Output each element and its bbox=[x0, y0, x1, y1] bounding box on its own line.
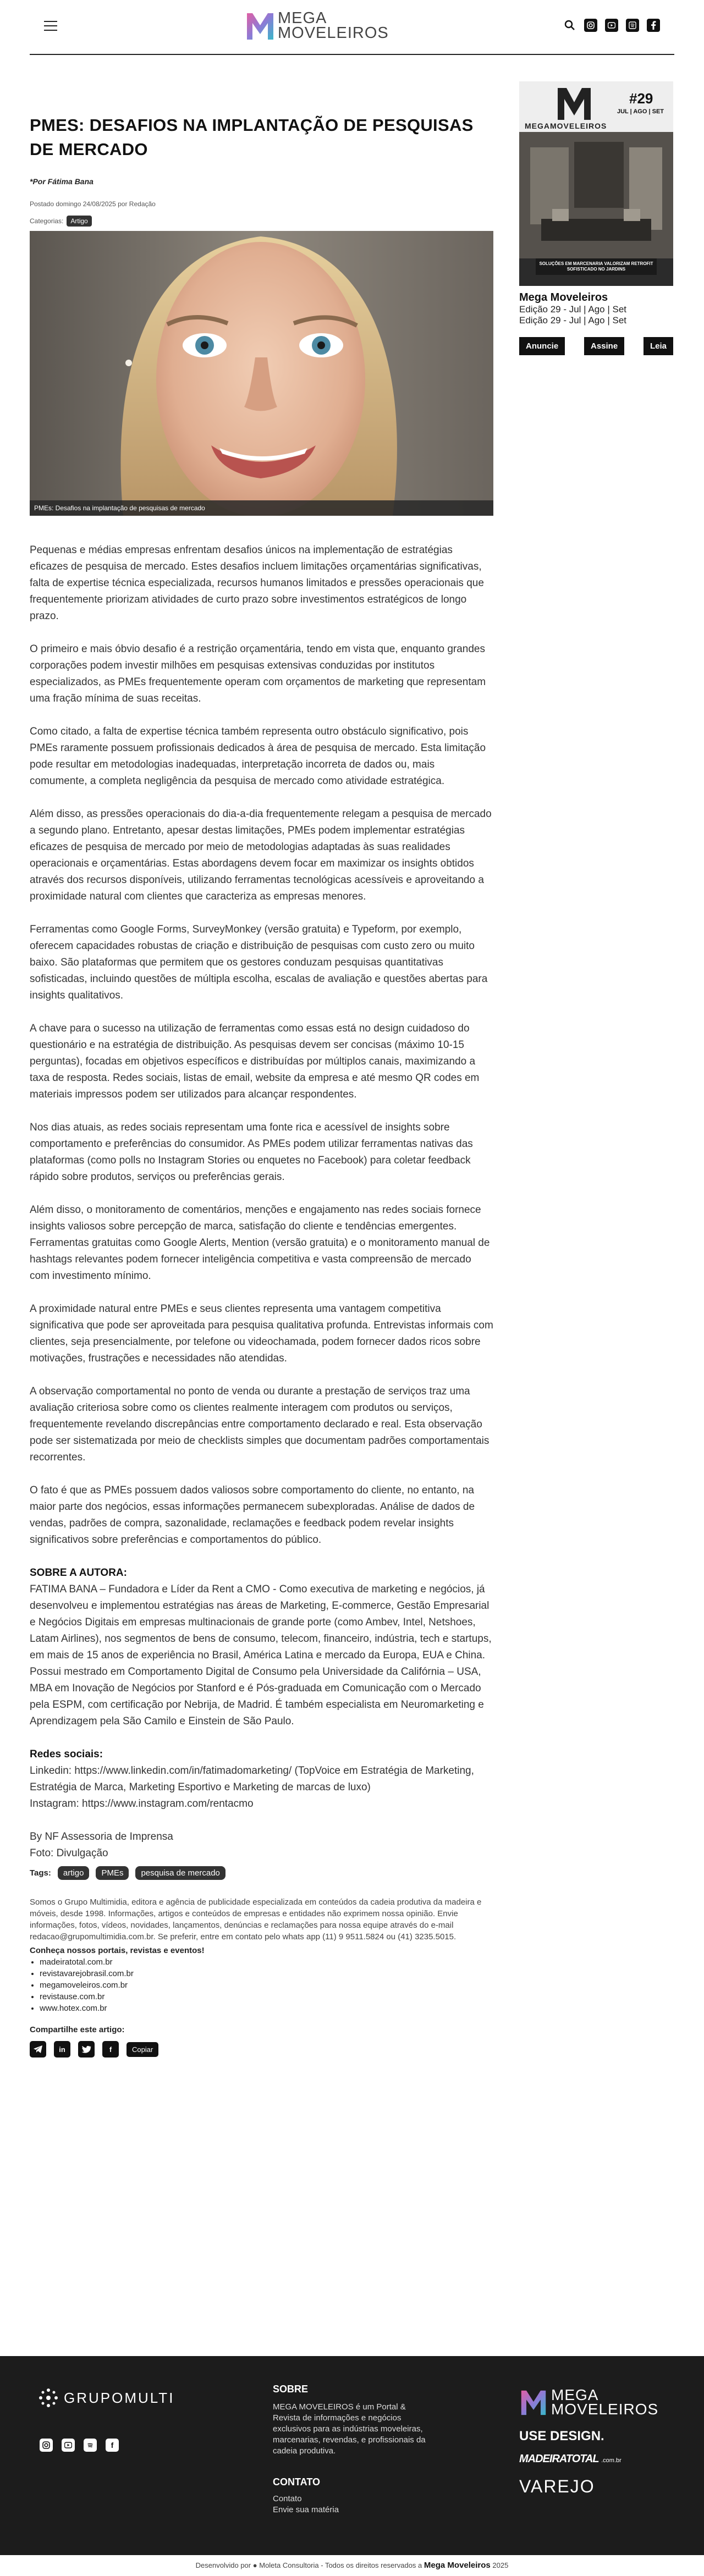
magazine-edition: Edição 29 - Jul | Ago | Set bbox=[519, 315, 627, 326]
share-title: Compartilhe este artigo: bbox=[30, 2025, 125, 2034]
footer-sobre-text: MEGA MOVELEIROS é um Portal & Revista de informações e negócios exclusivos para as indústrias moveleiras, marcenarias, revendas, e profissionais da cadeia produtiva. bbox=[273, 2402, 426, 2456]
footer-bottom-mid: - Todos os direitos reservados a bbox=[321, 2561, 422, 2569]
footer-dev-link[interactable]: Moleta Consultoria bbox=[259, 2561, 319, 2569]
magazine-cover-art bbox=[519, 81, 673, 286]
tag-pmes[interactable]: PMEs bbox=[96, 1866, 129, 1880]
photo-credit: Foto: Divulgação bbox=[30, 1847, 108, 1859]
footer-varejo[interactable]: VAREJO bbox=[519, 2476, 595, 2496]
footer-madeira-total[interactable] bbox=[519, 2453, 662, 2465]
moleta-icon: ● bbox=[252, 2561, 257, 2569]
site-header bbox=[0, 0, 704, 54]
logo-m-icon bbox=[245, 11, 276, 41]
article-author: *Por Fátima Bana bbox=[30, 177, 94, 186]
assine-button[interactable]: Assine bbox=[584, 337, 624, 355]
portal-link[interactable]: • megamoveleiros.com.br bbox=[40, 1979, 493, 1991]
footer-madeira-text: MADEIRATOTAL bbox=[519, 2453, 599, 2465]
anuncie-button[interactable]: Anuncie bbox=[519, 337, 565, 355]
article-body bbox=[30, 542, 493, 1862]
logo-line-2: MOVELEIROS bbox=[278, 24, 389, 42]
paragraph: O fato é que as PMEs possuem dados valiosos sobre comportamento do cliente, no entanto, na maior parte dos negócios, essas informações permanecem subexploradas. Análise de dados de vendas, padrões de compra, sazonalidade, reclamações e feedback podem revelar insights significativos sobre preferências e comportamentos do público. bbox=[30, 1485, 475, 1546]
article-meta: Postado domingo 24/08/2025 por Redação bbox=[30, 200, 156, 208]
footer-youtube-icon[interactable] bbox=[62, 2439, 75, 2452]
social-title: Redes sociais: bbox=[30, 1748, 103, 1760]
share-buttons bbox=[30, 2041, 493, 2058]
header-divider bbox=[30, 54, 674, 55]
categories-label: Categorias: bbox=[30, 217, 64, 225]
paragraph: Ferramentas como Google Forms, SurveyMonkey (versão gratuita) e Typeform, por exemplo, oferecem capacidades robustas de criação e distribuição de pesquisas com custo zero ou muito baixo. São plataformas que permitem que os gestores conduzam pesquisas quantitativas sofisticadas, incluindo questões de múltipla escolha, escalas de avaliação e questões abertas para insights qualitativos. bbox=[30, 924, 488, 1001]
sidebar bbox=[519, 81, 673, 355]
portal-link[interactable]: • madeiratotal.com.br bbox=[40, 1956, 493, 1968]
paragraph: A chave para o sucesso na utilização de ferramentas como essas está no design cuidadoso do questionário e na estratégia de distribuição. As pesquisas devem ser concisas (máximo 10-15 perguntas), focadas em objetivos específicos e distribuídas por múltiplos canais, maximizando a taxa de resposta. Redes sociais, listas de email, website da empresa e até mesmo QR codes em materiais impressos podem ser utilizados para alcançar respondentes. bbox=[30, 1023, 480, 1100]
cover-months: JUL | AGO | SET bbox=[617, 108, 664, 115]
portal-link[interactable]: • www.hotex.com.br bbox=[40, 2003, 493, 2014]
footer-madeira-sfx: .com.br bbox=[601, 2457, 622, 2464]
grupo-logo[interactable] bbox=[38, 2388, 174, 2408]
footer-mega-logo[interactable] bbox=[519, 2388, 662, 2417]
tag-artigo[interactable]: artigo bbox=[58, 1866, 90, 1880]
tags-row bbox=[30, 1866, 493, 1880]
magazine-cover[interactable] bbox=[519, 81, 673, 286]
cover-headline: SOLUÇÕES EM MARCENARIA VALORIZAM RETROFIT SOFISTICADO NO JARDINS bbox=[539, 261, 653, 272]
paragraph: O primeiro e mais óbvio desafio é a restrição orçamentária, tendo em vista que, enquanto grandes corporações podem investir milhões em pesquisas extensivas conduzidas por institutos especializados, as PMEs frequentemente operam com orçamentos de marketing que representam uma fração mínima de suas receitas. bbox=[30, 643, 486, 704]
tag-pesquisa[interactable]: pesquisa de mercado bbox=[135, 1866, 225, 1880]
portais-list bbox=[40, 1956, 493, 2014]
portal-link[interactable]: • revistavarejobrasil.com.br bbox=[40, 1968, 493, 1979]
article bbox=[30, 81, 493, 2058]
instagram-link[interactable]: Instagram: https://www.instagram.com/rentacmo bbox=[30, 1798, 254, 1810]
linkedin-icon[interactable]: in bbox=[54, 2041, 70, 2058]
facebook-share-icon[interactable]: f bbox=[102, 2041, 119, 2058]
footer-facebook-icon[interactable]: f bbox=[106, 2439, 119, 2452]
about-title: SOBRE A AUTORA: bbox=[30, 1567, 127, 1579]
grupo-text: GRUPOMULTI bbox=[64, 2389, 175, 2406]
footer-mega-logo-icon bbox=[519, 2389, 548, 2416]
footer-contato-title: CONTATO bbox=[273, 2476, 320, 2487]
disclaimer: Somos o Grupo Multimidia, editora e agência de publicidade especializada em conteúdos da cadeia produtiva da madeira e móveis, desde 1998. Informações, artigos e conteúdos de empresas e entidades não exprimem nossa opinião. Envie informações, fotos, vídeos, novidades, lançamentos, denúncias e reclamações para nossa equipe através do e-mail redacao@grupomultimidia.com.br. Se preferir, entre em contato pelo whats app (11) 9 9511.5824 ou (41) 3235.5015. bbox=[30, 1897, 482, 1941]
footer-bottom-prefix: Desenvolvido por bbox=[195, 2561, 251, 2569]
footer-spotify-icon[interactable] bbox=[84, 2439, 97, 2452]
copy-link-button[interactable]: Copiar bbox=[127, 2042, 158, 2057]
footer-bottom-bar bbox=[0, 2555, 704, 2576]
paragraph: Nos dias atuais, as redes sociais representam uma fonte rica e acessível de insights sobre comportamento e preferências do consumidor. As PMEs podem utilizar ferramentas nativas das plataformas (como polls no Instagram Stories ou enquetes no Facebook) para coletar feedback rápido sobre produtos, serviços ou preferências gerais. bbox=[30, 1122, 473, 1183]
paragraph: A observação comportamental no ponto de venda ou durante a prestação de serviços traz uma avaliação criteriosa sobre como os clientes realmente interagem com produtos ou serviços, frequentemente revelando discrepâncias entre comportamento declarado e real. Esta observação pode ser sistematizada por meio de checklists simples que documentam padrões comportamentais recorrentes. bbox=[30, 1386, 490, 1463]
paragraph: Pequenas e médias empresas enfrentam desafios únicos na implementação de estratégias eficazes de pesquisa de mercado. Estes desafios incluem limitações orçamentárias significativas, falta de expertise técnica especializada, recursos humanos limitados e pressões operacionais que frequentemente priorizam atividades de curto prazo sobre investimentos estratégicos de longo prazo. bbox=[30, 544, 484, 622]
paragraph: Como citado, a falta de expertise técnica também representa outro obstáculo significativo, pois PMEs raramente possuem profissionais dedicados à área de pesquisa de mercado. Esta limitação pode resultar em metodologias inadequadas, interpretação incorreta de dados ou, mais comumente, a completa negligência da pesquisa de mercado como atividade estratégica. bbox=[30, 726, 486, 787]
site-footer bbox=[0, 2356, 704, 2555]
paragraph: A proximidade natural entre PMEs e seus clientes representa uma vantagem competitiva significativa que pode ser aproveitada para pesquisa qualitativa profunda. Entrevistas informais com clientes, seja presencialmente, por telefone ou videochamada, podem fornecer dados ricos sobre motivações, frustrações e necessidades não atendidas. bbox=[30, 1303, 493, 1364]
grupo-logo-icon bbox=[38, 2388, 58, 2408]
tags-label: Tags: bbox=[30, 1868, 51, 1878]
paragraph: Além disso, as pressões operacionais do dia-a-dia frequentemente relegam a pesquisa de mercado a segundo plano. Entretanto, apesar destas limitações, PMEs podem implementar estratégias eficazes de pesquisa de mercado por meio de metodologias adaptadas às suas realidades operacionais e orçamentárias. Estas abordagens devem focar em maximizar os insights obtidos através dos recursos disponíveis, utilizando ferramentas tecnológicas acessíveis e aproveitando a proximidade natural com clientes que caracteriza as empresas menores. bbox=[30, 808, 492, 902]
category-badge[interactable]: Artigo bbox=[67, 216, 91, 227]
hero-image bbox=[30, 231, 493, 516]
footer-mega-line-1: MEGA bbox=[551, 2386, 599, 2403]
facebook-icon[interactable] bbox=[647, 19, 660, 32]
hero-caption: PMEs: Desafios na implantação de pesquisas de mercado bbox=[30, 500, 493, 516]
linkedin-link[interactable]: Linkedin: https://www.linkedin.com/in/fatimadomarketing/ (TopVoice em Estratégia de Marketing, Estratégia de Marca, Marketing Esportivo e Marketing de marcas de luxo) bbox=[30, 1765, 474, 1793]
magazine-edition: Edição 29 - Jul | Ago | Set bbox=[519, 304, 627, 315]
footer-sobre-title: SOBRE bbox=[273, 2384, 309, 2395]
spotify-icon[interactable] bbox=[626, 19, 639, 32]
youtube-icon[interactable] bbox=[605, 19, 618, 32]
footer-use-design[interactable]: USE DESIGN. bbox=[519, 2429, 604, 2443]
search-icon[interactable] bbox=[563, 19, 576, 32]
cover-issue: #29 bbox=[629, 90, 653, 107]
portais-title: Conheça nossos portais, revistas e eventos! bbox=[30, 1946, 205, 1955]
site-logo[interactable] bbox=[245, 11, 389, 41]
portrait-illustration bbox=[30, 231, 493, 516]
article-title: PMES: DESAFIOS NA IMPLANTAÇÃO DE PESQUISAS DE MERCADO bbox=[30, 115, 474, 159]
menu-icon[interactable] bbox=[44, 21, 57, 31]
magazine-name: Mega Moveleiros bbox=[519, 291, 608, 304]
footer-contato-link[interactable]: Contato bbox=[273, 2494, 302, 2503]
footer-mega-line-2: MOVELEIROS bbox=[551, 2401, 659, 2418]
telegram-icon[interactable] bbox=[30, 2041, 46, 2058]
footer-bottom-brand: Mega Moveleiros bbox=[424, 2561, 491, 2570]
twitter-icon[interactable] bbox=[78, 2041, 95, 2058]
cover-brand: MEGAMOVELEIROS bbox=[525, 122, 607, 130]
leia-button[interactable]: Leia bbox=[644, 337, 673, 355]
about-text: FATIMA BANA – Fundadora e Líder da Rent a CMO - Como executiva de marketing e negócios, já desenvolveu e implementou estratégias nas áreas de Marketing, E-commerce, Gestão Empresarial e Negócios Digitais em empresas multinacionais de grande porte (como Ambev, Intel, Netshoes, Latam Airlines), nos segmentos de bens de consumo, telecom, financeiro, indústria, tech e startups, em mais de 15 anos de experiência no Brasil, América Latina e mercado da Europa, EUA e China. Possui mestrado em Comportamento Digital de Consumo pela Universidade da Califórnia – USA, MBA em Inovação de Negócios por Stanford e é Pós-graduada em Comunicação com o Mercado pela ESPM, com certificação por Nebrija, de Madrid. É também especialista em Neuromarketing e Aprendizagem pela São Camilo e Einstein de São Paulo. bbox=[30, 1584, 492, 1727]
article-categories bbox=[30, 216, 493, 227]
footer-instagram-icon[interactable] bbox=[40, 2439, 53, 2452]
footer-envie-link[interactable]: Envie sua matéria bbox=[273, 2505, 339, 2514]
paragraph: Além disso, o monitoramento de comentários, menções e engajamento nas redes sociais fornece insights valiosos sobre percepção de marca, satisfação do cliente e tendências emergentes. Ferramentas gratuitas como Google Alerts, Mention (versão gratuita) e o monitoramento manual de hashtags relevantes podem fornecer inteligência competitiva e vasta compreensão de mercado com investimento mínimo. bbox=[30, 1204, 490, 1282]
footer-bottom-year: 2025 bbox=[492, 2561, 509, 2569]
instagram-icon[interactable] bbox=[584, 19, 597, 32]
logo-line-1: MEGA bbox=[278, 9, 327, 27]
press-credit: By NF Assessoria de Imprensa bbox=[30, 1831, 173, 1843]
portal-link[interactable]: • revistause.com.br bbox=[40, 1991, 493, 2003]
